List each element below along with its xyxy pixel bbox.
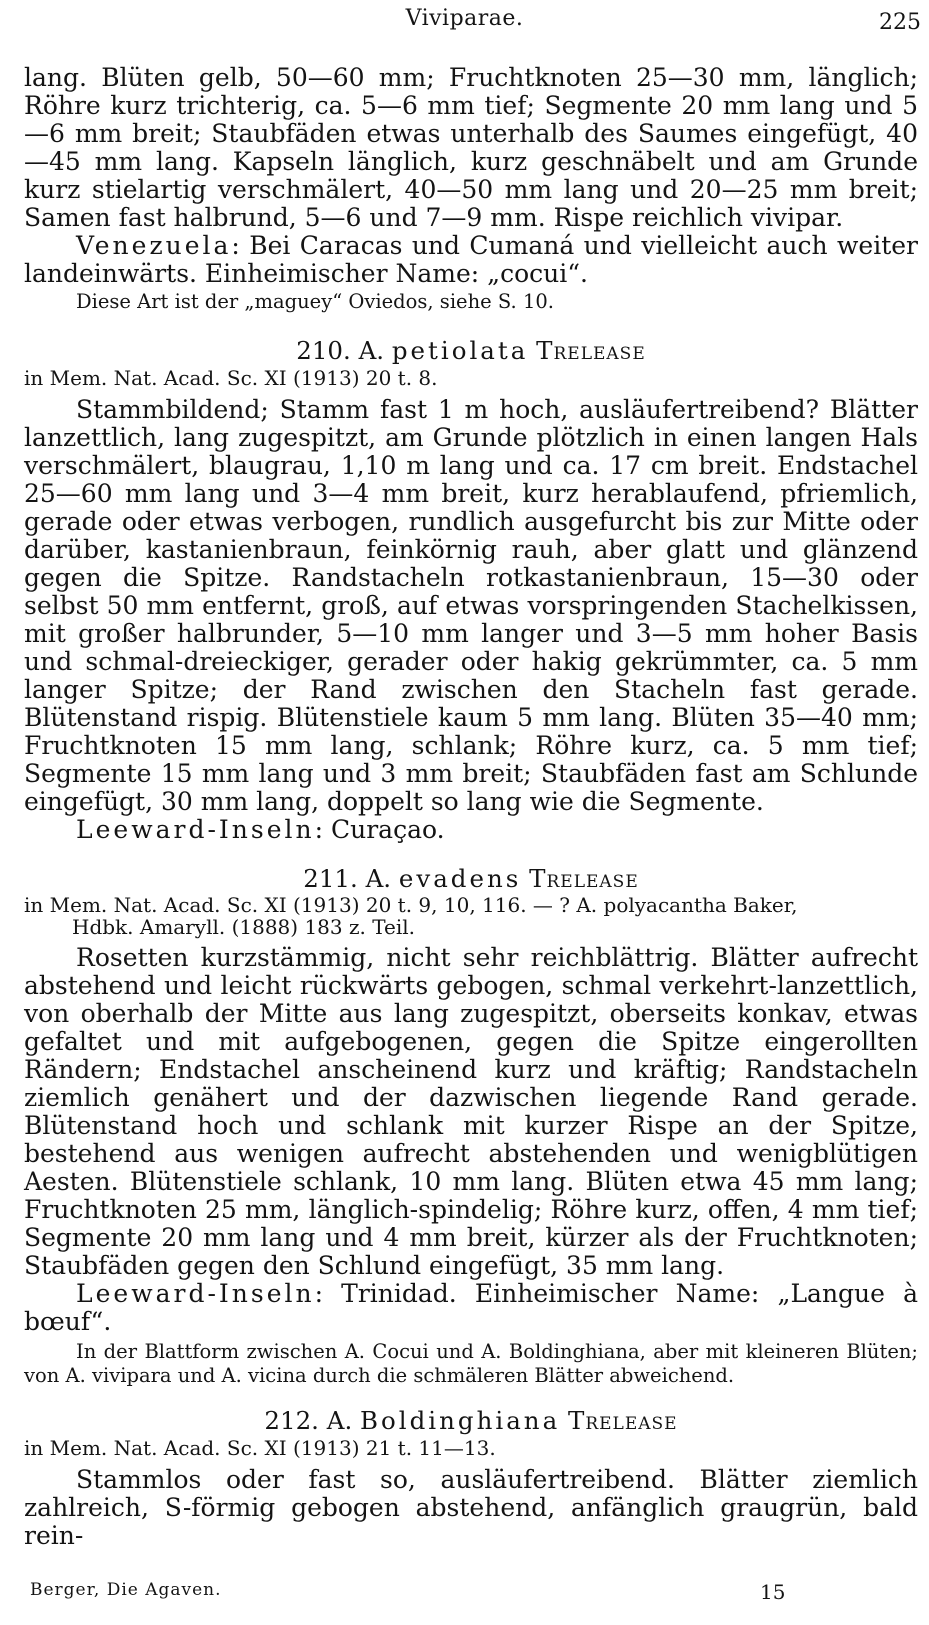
species-number: 211. A. xyxy=(303,864,399,893)
species-reference: in Mem. Nat. Acad. Sc. XI (1913) 20 t. 8. xyxy=(24,366,438,390)
locality-text: : Curaçao. xyxy=(314,815,445,844)
locality-name: Leeward-Inseln xyxy=(76,815,315,844)
species-number: 210. A. xyxy=(296,336,392,365)
species-locality xyxy=(24,1280,918,1336)
locality-text: : Trinidad. Einheimischer Name: „Langue à bœuf“. xyxy=(24,1279,918,1336)
locality-name: Leeward-Inseln xyxy=(76,1279,315,1308)
species-author: Trelease xyxy=(568,1406,678,1435)
footer-author-book: Berger, Die Agaven. xyxy=(30,1580,222,1600)
species-name: petiolata xyxy=(391,336,529,365)
locality-text: : Bei Caracas und Cumaná und vielleicht auch weiter landeinwärts. Einheimischer Name: „cocui“. xyxy=(24,231,918,288)
species-reference: in Mem. Nat. Acad. Sc. XI (1913) 21 t. 11—13. xyxy=(24,1436,496,1460)
continuation-note: Diese Art ist der „maguey“ Oviedos, siehe S. 10. xyxy=(76,290,554,313)
species-description: Rosetten kurzstämmig, nicht sehr reichblättrig. Blätter aufrecht abstehend und leicht rückwärts gebogen, schmal verkehrt-lanzettlich, von oberhalb der Mitte aus lang zugespitzt, oberseits konkav, etwas gefaltet und mit aufgebogenen, gegen die Spitze eingerollten Rändern; Endstachel anscheinend kurz und kräftig; Randstacheln ziemlich genähert und der dazwischen liegende Rand gerade. Blütenstand hoch und schlank mit kurzer Rispe an der Spitze, bestehend aus wenigen aufrecht abstehenden und wenigblütigen Aesten. Blütenstiele schlank, 10 mm lang. Blüten etwa 45 mm lang; Fruchtknoten 25 mm, länglich-spindelig; Röhre kurz, offen, 4 mm tief; Segmente 20 mm lang und 4 mm breit, kürzer als der Fruchtknoten; Staubfäden gegen den Schlund eingefügt, 35 mm lang. xyxy=(24,943,918,1280)
page-footer xyxy=(30,1580,910,1610)
continuation-description: lang. Blüten gelb, 50—60 mm; Fruchtknoten 25—30 mm, länglich; Röhre kurz trichterig, ca. 5—6 mm tief; Segmente 20 mm lang und 5—6 mm breit; Staubfäden etwas unterhalb des Saumes eingefügt, 40—45 mm lang. Kapseln länglich, kurz geschnäbelt und am Grunde kurz stielartig verschmälert, 40—50 mm lang und 20—25 mm breit; Samen fast halbrund, 5—6 und 7—9 mm. Rispe reichlich vivipar. xyxy=(24,63,918,232)
running-title: Viviparae. xyxy=(405,6,524,31)
species-note: In der Blattform zwischen A. Cocui und A. Boldinghiana, aber mit kleineren Blüten; von A. vivipara und A. vicina durch die schmäleren Blätter abweichend. xyxy=(24,1340,918,1387)
species-number: 212. A. xyxy=(264,1406,361,1435)
page-body xyxy=(24,64,918,1550)
reference-line: in Mem. Nat. Acad. Sc. XI (1913) 20 t. 9, 10, 116. — ? A. polyacantha Baker, xyxy=(24,893,798,917)
reference-continuation: Hdbk. Amaryll. (1888) 183 z. Teil. xyxy=(72,915,415,939)
species-heading xyxy=(24,1406,918,1436)
running-header xyxy=(0,6,929,40)
continuation-locality xyxy=(24,232,918,288)
locality-name: Venezuela xyxy=(76,231,232,260)
species-heading xyxy=(24,336,918,366)
species-name: evadens xyxy=(398,864,522,893)
page-number: 225 xyxy=(879,10,921,35)
species-reference xyxy=(24,894,918,938)
species-name: Boldinghiana xyxy=(360,1406,561,1435)
species-description: Stammbildend; Stamm fast 1 m hoch, ausläufertreibend? Blätter lanzettlich, lang zugespitzt, am Grunde plötzlich in einen langen Hals verschmälert, blaugrau, 1,10 m lang und ca. 17 cm breit. Endstachel 25—60 mm lang und 3—4 mm breit, kurz herablaufend, pfriemlich, gerade oder etwas verbogen, rundlich ausgefurcht bis zur Mitte oder darüber, kastanienbraun, feinkörnig rauh, aber glatt und glänzend gegen die Spitze. Randstacheln rotkastanienbraun, 15—30 oder selbst 50 mm entfernt, groß, auf etwas vorspringenden Stachelkissen, mit großer halbrunder, 5—10 mm langer und 3—5 mm hoher Basis und schmal-dreieckiger, gerader oder hakig gekrümmter, ca. 5 mm langer Spitze; der Rand zwischen den Stacheln fast gerade. Blütenstand rispig. Blütenstiele kaum 5 mm lang. Blüten 35—40 mm; Fruchtknoten 15 mm lang, schlank; Röhre kurz, ca. 5 mm tief; Segmente 15 mm lang und 3 mm breit; Staubfäden fast am Schlunde eingefügt, 30 mm lang, doppelt so lang wie die Segmente. xyxy=(24,395,918,816)
species-author: Trelease xyxy=(529,864,639,893)
species-description: Stammlos oder fast so, ausläufertreibend. Blätter ziemlich zahlreich, S-förmig gebogen abstehend, anfänglich graugrün, bald rein- xyxy=(24,1465,918,1550)
species-author: Trelease xyxy=(536,336,646,365)
footer-signature: 15 xyxy=(760,1580,786,1604)
species-heading xyxy=(24,864,918,894)
species-locality xyxy=(24,816,918,844)
